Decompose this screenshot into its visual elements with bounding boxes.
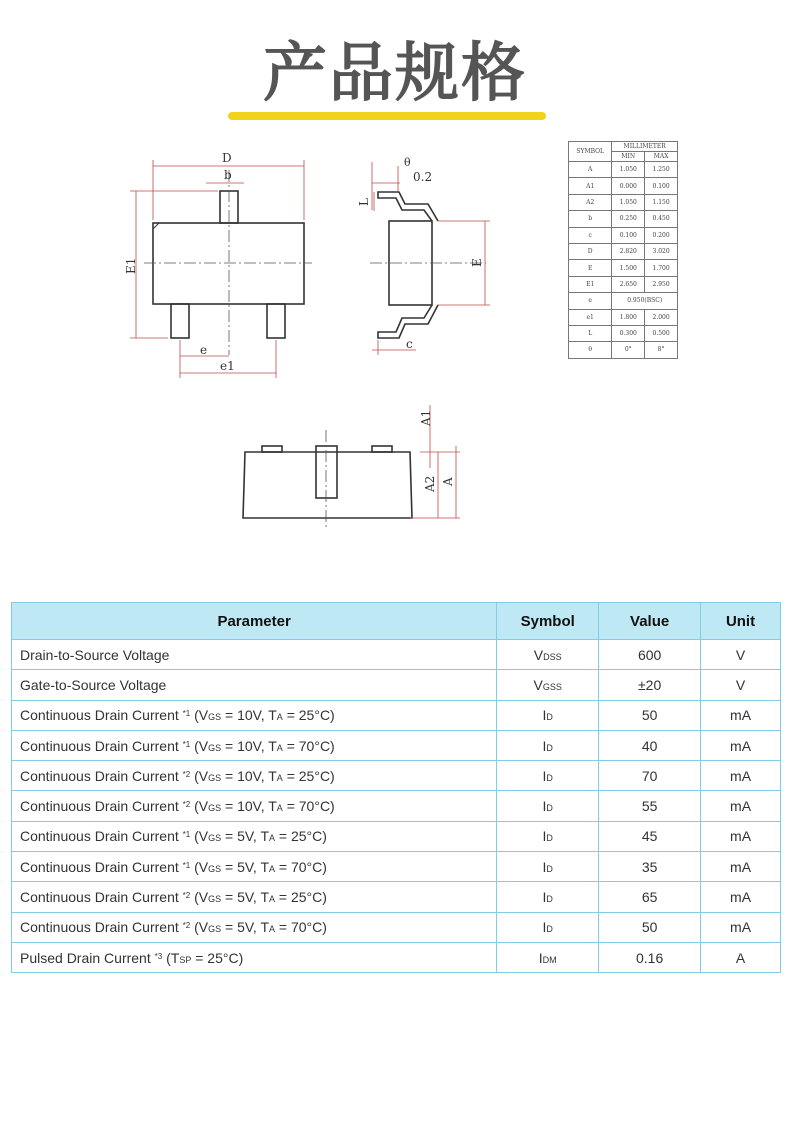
symbol-letter: I xyxy=(542,798,547,815)
footnote-mark: *1 xyxy=(182,709,191,719)
symbol-letter: I xyxy=(538,949,543,966)
symbol-letter: I xyxy=(542,767,547,784)
dim-max-header: MAX xyxy=(645,152,678,162)
parameter-name: Pulsed Drain Current xyxy=(20,949,151,966)
dim-symbol: b xyxy=(569,211,612,227)
spec-table xyxy=(11,602,781,973)
condition-text: V xyxy=(198,737,209,754)
header-symbol: Symbol xyxy=(497,603,599,640)
footnote-mark: *3 xyxy=(154,951,163,961)
symbol-subscript: D xyxy=(546,863,553,874)
footnote-mark: *2 xyxy=(182,769,191,779)
unit-cell: V xyxy=(701,640,781,670)
dim-symbol: e xyxy=(569,293,612,309)
dim-row xyxy=(569,276,678,292)
condition-subscript: GS xyxy=(208,924,222,935)
dim-max: 0.200 xyxy=(645,227,678,243)
unit-cell: mA xyxy=(701,821,781,851)
symbol-cell xyxy=(497,882,599,912)
symbol-subscript: D xyxy=(546,833,553,844)
dim-row xyxy=(569,325,678,341)
unit-cell: mA xyxy=(701,761,781,791)
symbol-subscript: D xyxy=(546,924,553,935)
symbol-subscript: DM xyxy=(542,954,557,965)
condition-subscript: GS xyxy=(208,772,222,783)
symbol-letter: I xyxy=(542,828,547,845)
condition-text: V xyxy=(198,919,209,936)
label-A1: A1 xyxy=(419,409,433,426)
value-cell: 40 xyxy=(599,730,701,760)
condition-text: = 70°C) xyxy=(275,919,327,936)
footnote-mark: *2 xyxy=(182,800,191,810)
condition-text: = 70°C) xyxy=(275,858,327,875)
symbol-cell xyxy=(497,852,599,882)
dim-max: 3.020 xyxy=(645,243,678,259)
condition-text: = 70°C) xyxy=(282,798,335,815)
condition-subscript: A xyxy=(269,894,276,905)
condition-text: = 5V, T xyxy=(221,858,269,875)
label-e: e xyxy=(200,343,208,357)
condition-subscript: A xyxy=(269,833,276,844)
unit-cell: mA xyxy=(701,730,781,760)
label-A2: A2 xyxy=(423,475,437,492)
dim-symbol: c xyxy=(569,227,612,243)
condition-subscript: GS xyxy=(208,863,222,874)
dim-span: 0.950(BSC) xyxy=(612,293,678,309)
top-view-lead-left xyxy=(171,304,189,338)
front-view-body xyxy=(243,452,412,518)
label-e1: e1 xyxy=(220,359,235,373)
parameter-cell: Continuous Drain Current $^{*2}$ (VGS = 5V, TA = 70°C) xyxy=(12,912,497,942)
table-row xyxy=(12,730,781,760)
footnote-mark: *2 xyxy=(182,921,191,931)
parameter-name: Continuous Drain Current xyxy=(20,798,179,815)
dim-row xyxy=(569,243,678,259)
label-b: b xyxy=(224,168,232,182)
value-cell: 50 xyxy=(599,700,701,730)
front-view xyxy=(243,446,412,518)
symbol-letter: I xyxy=(542,737,547,754)
dim-symbol: θ xyxy=(569,342,612,358)
spec-table-header-row xyxy=(12,603,781,640)
dimensions-table-body xyxy=(569,162,678,359)
label-gauge: 0.2 xyxy=(413,170,433,184)
condition-text: = 10V, T xyxy=(221,737,277,754)
dim-max: 1.150 xyxy=(645,194,678,210)
unit-cell: mA xyxy=(701,852,781,882)
condition-subscript: GS xyxy=(208,742,222,753)
parameter-cell: Continuous Drain Current $^{*1}$ (VGS = 5V, TA = 70°C) xyxy=(12,852,497,882)
table-row xyxy=(12,852,781,882)
condition-text: = 10V, T xyxy=(221,767,277,784)
dim-max: 1.250 xyxy=(645,162,678,178)
symbol-cell xyxy=(497,761,599,791)
parameter-cell: Pulsed Drain Current $^{*3}$ (TSP = 25°C) xyxy=(12,942,497,972)
condition-text: = 25°C) xyxy=(275,889,327,906)
dim-min: 1.500 xyxy=(612,260,645,276)
side-view xyxy=(378,192,438,338)
condition-text: = 5V, T xyxy=(221,889,269,906)
parameter-name: Continuous Drain Current xyxy=(20,889,179,906)
condition-subscript: A xyxy=(276,712,283,723)
condition-subscript: GS xyxy=(208,894,222,905)
dim-max: 2.000 xyxy=(645,309,678,325)
symbol-subscript: D xyxy=(546,803,553,814)
symbol-subscript: D xyxy=(546,772,553,783)
symbol-cell xyxy=(497,942,599,972)
table-row xyxy=(12,942,781,972)
value-cell: 0.16 xyxy=(599,942,701,972)
symbol-subscript: D xyxy=(546,712,553,723)
condition-subscript: SP xyxy=(179,954,192,965)
page-title: 产品规格 xyxy=(263,37,527,111)
condition-text: = 10V, T xyxy=(221,798,277,815)
dim-max: 0.100 xyxy=(645,178,678,194)
unit-cell: V xyxy=(701,670,781,700)
value-cell: 600 xyxy=(599,640,701,670)
dim-symbol: D xyxy=(569,243,612,259)
condition-text: V xyxy=(198,858,209,875)
dim-row xyxy=(569,227,678,243)
parameter-name: Continuous Drain Current xyxy=(20,858,179,875)
dim-symbol: E1 xyxy=(569,276,612,292)
condition-subscript: GS xyxy=(208,833,222,844)
condition-text: V xyxy=(198,798,209,815)
parameter-name: Drain-to-Source Voltage xyxy=(20,646,170,663)
label-D: D xyxy=(222,151,232,165)
table-row xyxy=(12,821,781,851)
dim-min: 0.100 xyxy=(612,227,645,243)
condition-text: = 5V, T xyxy=(221,828,269,845)
parameter-cell: Continuous Drain Current $^{*1}$ (VGS = 10V, TA = 70°C) xyxy=(12,730,497,760)
dim-min: 1.800 xyxy=(612,309,645,325)
dim-row xyxy=(569,293,678,309)
dim-min: 2.650 xyxy=(612,276,645,292)
dim-row xyxy=(569,309,678,325)
unit-cell: mA xyxy=(701,700,781,730)
top-view xyxy=(153,191,304,338)
top-view-lead-right xyxy=(267,304,285,338)
label-E1: E1 xyxy=(124,257,138,274)
value-cell: ±20 xyxy=(599,670,701,700)
dimensions-table xyxy=(568,141,678,359)
dim-symbol: A xyxy=(569,162,612,178)
table-row xyxy=(12,882,781,912)
condition-subscript: A xyxy=(269,924,276,935)
parameter-cell: Continuous Drain Current $^{*2}$ (VGS = 5V, TA = 25°C) xyxy=(12,882,497,912)
condition-subscript: GS xyxy=(208,712,222,723)
dim-symbol: A2 xyxy=(569,194,612,210)
dim-min: 1.050 xyxy=(612,194,645,210)
unit-cell: mA xyxy=(701,882,781,912)
dim-min: 0° xyxy=(612,342,645,358)
table-row xyxy=(12,700,781,730)
symbol-subscript: GSS xyxy=(542,681,562,692)
condition-text: = 25°C) xyxy=(282,707,335,724)
condition-text: = 25°C) xyxy=(282,767,335,784)
parameter-name: Gate-to-Source Voltage xyxy=(20,676,167,693)
dim-max: 2.950 xyxy=(645,276,678,292)
condition-text: V xyxy=(198,707,209,724)
parameter-name: Continuous Drain Current xyxy=(20,707,179,724)
parameter-name: Continuous Drain Current xyxy=(20,737,179,754)
dim-row xyxy=(569,342,678,358)
dim-max: 8° xyxy=(645,342,678,358)
parameter-name: Continuous Drain Current xyxy=(20,919,179,936)
table-row xyxy=(12,640,781,670)
value-cell: 35 xyxy=(599,852,701,882)
value-cell: 55 xyxy=(599,791,701,821)
condition-subscript: A xyxy=(276,742,283,753)
table-row xyxy=(12,670,781,700)
condition-text: V xyxy=(198,889,209,906)
symbol-cell xyxy=(497,821,599,851)
value-cell: 65 xyxy=(599,882,701,912)
symbol-cell xyxy=(497,912,599,942)
label-theta: θ xyxy=(404,156,411,169)
symbol-letter: V xyxy=(533,676,543,693)
symbol-cell xyxy=(497,670,599,700)
condition-text: T xyxy=(170,949,180,966)
symbol-subscript: D xyxy=(546,742,553,753)
dim-max: 0.500 xyxy=(645,325,678,341)
parameter-cell: Continuous Drain Current $^{*1}$ (VGS = 10V, TA = 25°C) xyxy=(12,700,497,730)
symbol-cell xyxy=(497,700,599,730)
symbol-letter: I xyxy=(542,707,547,724)
condition-text: V xyxy=(198,828,209,845)
label-c: c xyxy=(406,337,413,351)
dim-row xyxy=(569,178,678,194)
spec-table-body xyxy=(12,640,781,973)
footnote-mark: *1 xyxy=(182,739,191,749)
dim-row xyxy=(569,162,678,178)
unit-cell: mA xyxy=(701,791,781,821)
dim-symbol-header: SYMBOL xyxy=(569,142,612,162)
table-row xyxy=(12,791,781,821)
symbol-letter: V xyxy=(533,646,544,663)
parameter-cell: Continuous Drain Current $^{*2}$ (VGS = 10V, TA = 25°C) xyxy=(12,761,497,791)
parameter-cell: Continuous Drain Current $^{*1}$ (VGS = 5V, TA = 25°C) xyxy=(12,821,497,851)
value-cell: 50 xyxy=(599,912,701,942)
dim-max: 0.450 xyxy=(645,211,678,227)
dim-min-header: MIN xyxy=(612,152,645,162)
dim-row xyxy=(569,211,678,227)
header-unit: Unit xyxy=(701,603,781,640)
dim-symbol: E xyxy=(569,260,612,276)
parameter-cell xyxy=(12,670,497,700)
table-row xyxy=(12,912,781,942)
value-cell: 70 xyxy=(599,761,701,791)
parameter-name: Continuous Drain Current xyxy=(20,767,179,784)
label-A: A xyxy=(441,477,455,486)
dim-min: 0.250 xyxy=(612,211,645,227)
condition-text: = 70°C) xyxy=(282,737,335,754)
label-E: E xyxy=(470,258,484,267)
condition-subscript: GS xyxy=(208,803,222,814)
unit-cell: mA xyxy=(701,912,781,942)
header-value: Value xyxy=(599,603,701,640)
dim-min: 0.000 xyxy=(612,178,645,194)
footnote-mark: *1 xyxy=(182,860,191,870)
symbol-subscript: DSS xyxy=(543,651,562,662)
symbol-letter: I xyxy=(542,919,547,936)
header-parameter: Parameter xyxy=(12,603,497,640)
condition-subscript: A xyxy=(269,863,276,874)
parameter-cell xyxy=(12,640,497,670)
dim-row xyxy=(569,260,678,276)
title-accent-bar xyxy=(228,112,546,120)
unit-cell: A xyxy=(701,942,781,972)
dim-min: 2.820 xyxy=(612,243,645,259)
symbol-cell xyxy=(497,640,599,670)
condition-subscript: A xyxy=(276,772,283,783)
dim-row xyxy=(569,194,678,210)
dim-unit-header: MILLIMETER xyxy=(612,142,678,152)
top-view-body xyxy=(153,223,304,304)
symbol-subscript: D xyxy=(546,894,553,905)
parameter-name: Continuous Drain Current xyxy=(20,828,179,845)
footnote-mark: *1 xyxy=(182,830,191,840)
value-cell: 45 xyxy=(599,821,701,851)
dim-min: 0.300 xyxy=(612,325,645,341)
condition-text: V xyxy=(198,767,209,784)
symbol-letter: I xyxy=(542,858,547,875)
symbol-letter: I xyxy=(542,889,547,906)
package-outline-drawing xyxy=(0,130,560,530)
condition-text: = 25°C) xyxy=(275,828,327,845)
condition-subscript: A xyxy=(276,803,283,814)
symbol-cell xyxy=(497,791,599,821)
symbol-cell xyxy=(497,730,599,760)
dim-min: 1.050 xyxy=(612,162,645,178)
footnote-mark: *2 xyxy=(182,891,191,901)
parameter-cell: Continuous Drain Current $^{*2}$ (VGS = 10V, TA = 70°C) xyxy=(12,791,497,821)
dim-symbol: L xyxy=(569,325,612,341)
dim-symbol: e1 xyxy=(569,309,612,325)
table-row xyxy=(12,761,781,791)
condition-text: = 10V, T xyxy=(221,707,277,724)
condition-text: = 5V, T xyxy=(221,919,269,936)
dim-max: 1.700 xyxy=(645,260,678,276)
condition-text: = 25°C) xyxy=(191,949,244,966)
dim-symbol: A1 xyxy=(569,178,612,194)
label-L: L xyxy=(357,198,371,206)
